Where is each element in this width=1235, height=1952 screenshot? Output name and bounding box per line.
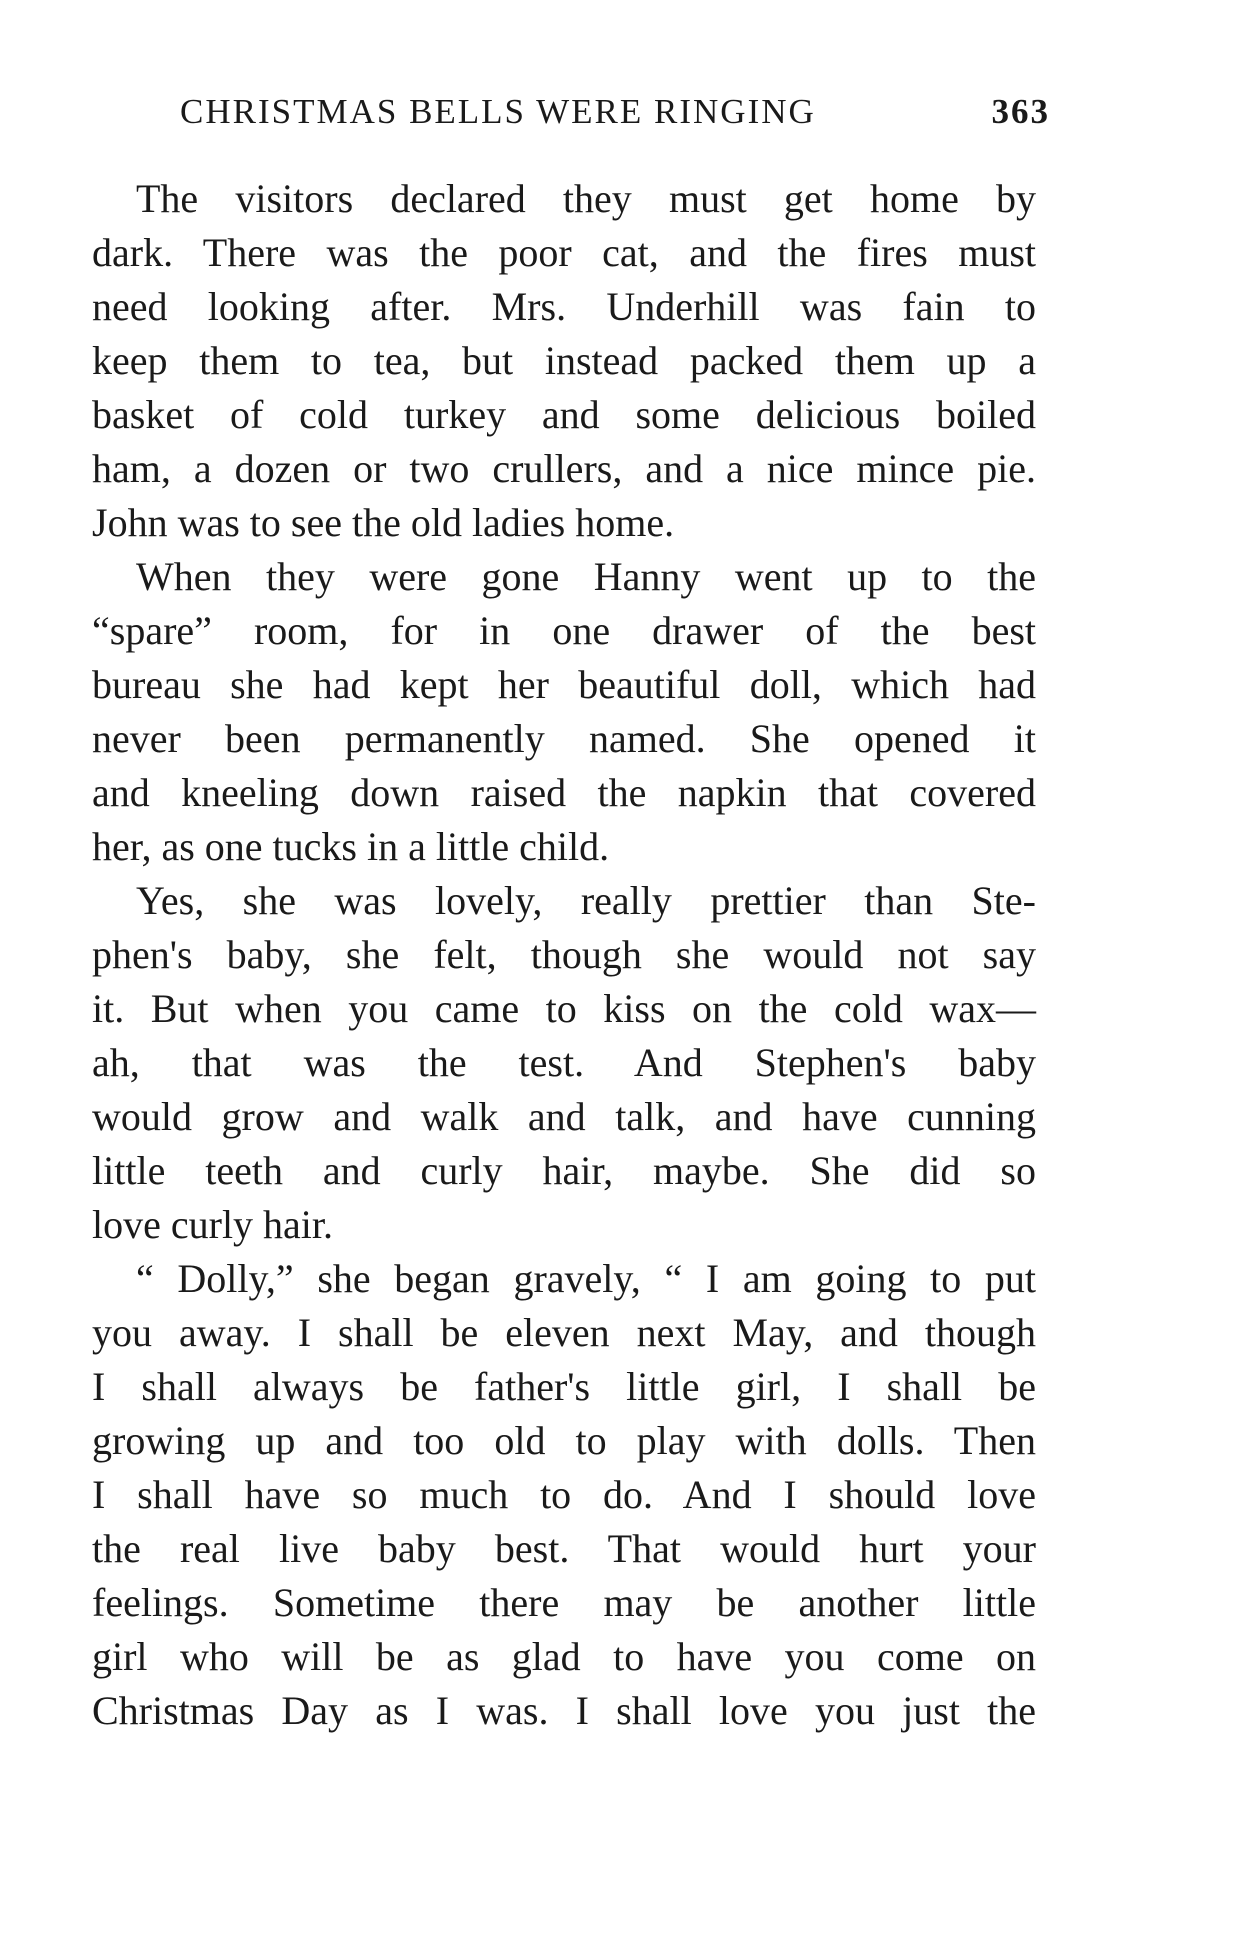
text-line: the real live baby best. That would hurt your [92,1526,1036,1571]
text-line: dark. There was the poor cat, and the fires must [92,230,1036,275]
text-line: feelings. Sometime there may be another little [92,1580,1036,1625]
text-line: I shall have so much to do. And I should love [92,1472,1036,1517]
paragraph-2 [92,550,1036,874]
text-line: keep them to tea, but instead packed them up a [92,338,1036,383]
text-line: little teeth and curly hair, maybe. She did so [92,1148,1036,1193]
text-line: Yes, she was lovely, really prettier than Ste- [136,878,1036,923]
text-line: her, as one tucks in a little child. [92,824,610,869]
text-line: phen's baby, she felt, though she would not say [92,932,1036,977]
paragraph-3 [92,874,1036,1252]
text-line: When they were gone Hanny went up to the [136,554,1036,599]
text-line: basket of cold turkey and some delicious boiled [92,392,1036,437]
page-number: 363 [991,92,1050,131]
text-line: it. But when you came to kiss on the cold wax— [92,986,1036,1031]
text-line: girl who will be as glad to have you come on [92,1634,1036,1679]
text-line: growing up and too old to play with dolls. Then [92,1418,1036,1463]
paragraph-1 [92,172,1036,550]
text-line: The visitors declared they must get home by [136,176,1036,221]
text-line: and kneeling down raised the napkin that covered [92,770,1036,815]
text-line: “spare” room, for in one drawer of the best [92,608,1036,653]
text-line: ham, a dozen or two crullers, and a nice mince pie. [92,446,1036,491]
text-line: John was to see the old ladies home. [92,500,675,545]
running-title: CHRISTMAS BELLS WERE RINGING [180,92,816,131]
running-head [180,92,1050,142]
text-line: would grow and walk and talk, and have cunning [92,1094,1036,1139]
body-text [92,172,1036,1738]
text-line: need looking after. Mrs. Underhill was fain to [92,284,1036,329]
text-line: never been permanently named. She opened it [92,716,1036,761]
text-line: love curly hair. [92,1202,334,1247]
text-line: “ Dolly,” she began gravely, “ I am going to put [136,1256,1036,1301]
text-line: ah, that was the test. And Stephen's baby [92,1040,1036,1085]
text-line: I shall always be father's little girl, I shall be [92,1364,1036,1409]
text-line: Christmas Day as I was. I shall love you just the [92,1688,1036,1733]
paragraph-4 [92,1252,1036,1738]
text-line: bureau she had kept her beautiful doll, which had [92,662,1036,707]
text-line: you away. I shall be eleven next May, and though [92,1310,1036,1355]
